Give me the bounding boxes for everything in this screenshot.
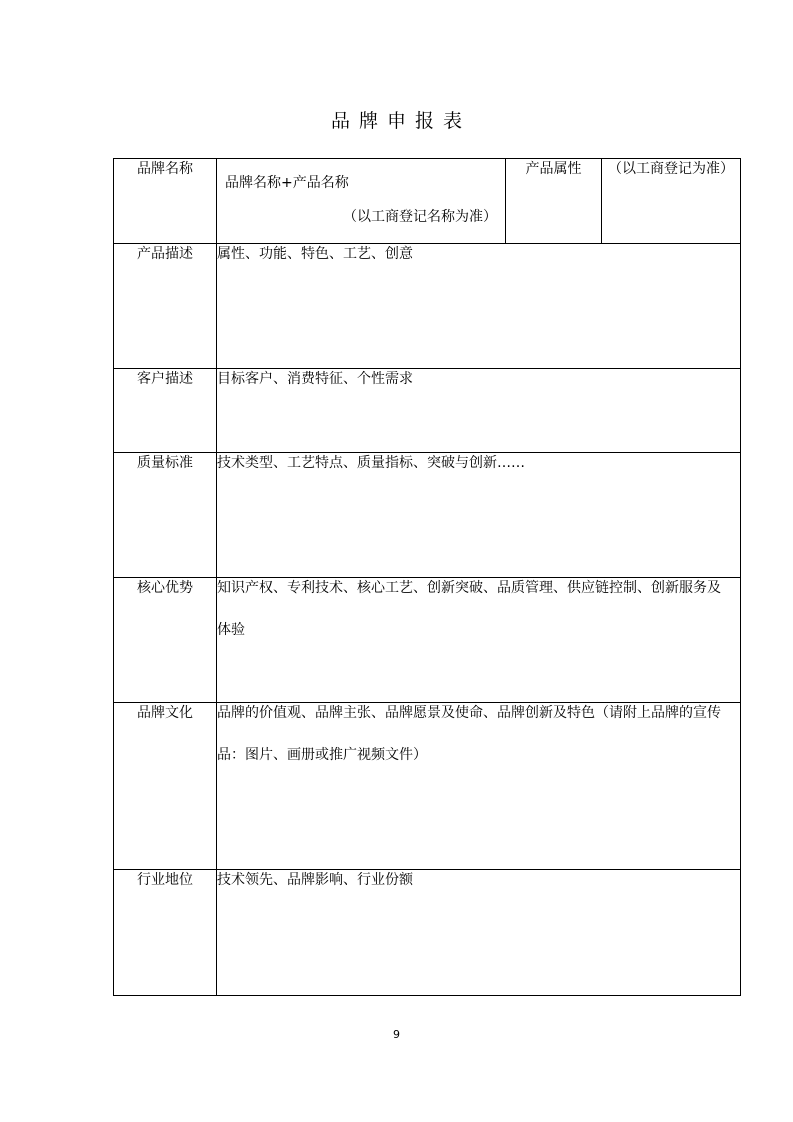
brand-application-table [113,158,741,996]
table-row-product-desc [114,244,741,369]
form-title: 品牌申报表 [330,110,471,132]
content-line: 目标客户、消费特征、个性需求 [217,371,413,387]
row-content-core-advantage [217,578,741,703]
content-line: 体验 [217,622,245,638]
row-label-product-desc: 产品描述 [114,244,217,369]
brand-name-note: （以工商登记名称为准） [343,209,497,225]
row-content-quality-standard [217,453,741,578]
table-row-brand-culture [114,703,741,870]
row-label-core-advantage: 核心优势 [114,578,217,703]
row-content-brand-culture [217,703,741,870]
brand-name-value: 品牌名称+产品名称 [225,175,349,191]
content-line: 技术类型、工艺特点、质量指标、突破与创新…… [217,455,525,471]
row-label-quality-standard: 质量标准 [114,453,217,578]
content-line: 技术领先、品牌影响、行业份额 [217,872,413,888]
table-row-core-advantage [114,578,741,703]
row-content-industry-position [217,870,741,996]
table-row-brand-name [114,159,741,244]
page-number: 9 [393,1028,400,1041]
row-content-customer-desc [217,369,741,453]
row-label-customer-desc: 客户描述 [114,369,217,453]
row-label-brand-culture: 品牌文化 [114,703,217,870]
content-line: 知识产权、专利技术、核心工艺、创新突破、品质管理、供应链控制、创新服务及 [217,580,721,596]
content-line: 属性、功能、特色、工艺、创意 [217,246,413,262]
content-line: 品牌的价值观、品牌主张、品牌愿景及使命、品牌创新及特色（请附上品牌的宣传 [217,705,721,721]
table-row-industry-position [114,870,741,996]
row-label-industry-position: 行业地位 [114,870,217,996]
row-content-product-desc [217,244,741,369]
table-row-customer-desc [114,369,741,453]
brand-name-cell [217,159,506,244]
product-attr-value: （以工商登记为准） [602,159,741,244]
product-attr-label: 产品属性 [506,159,602,244]
table-row-quality-standard [114,453,741,578]
brand-name-label: 品牌名称 [114,159,217,244]
content-line: 品：图片、画册或推广视频文件） [217,747,427,763]
